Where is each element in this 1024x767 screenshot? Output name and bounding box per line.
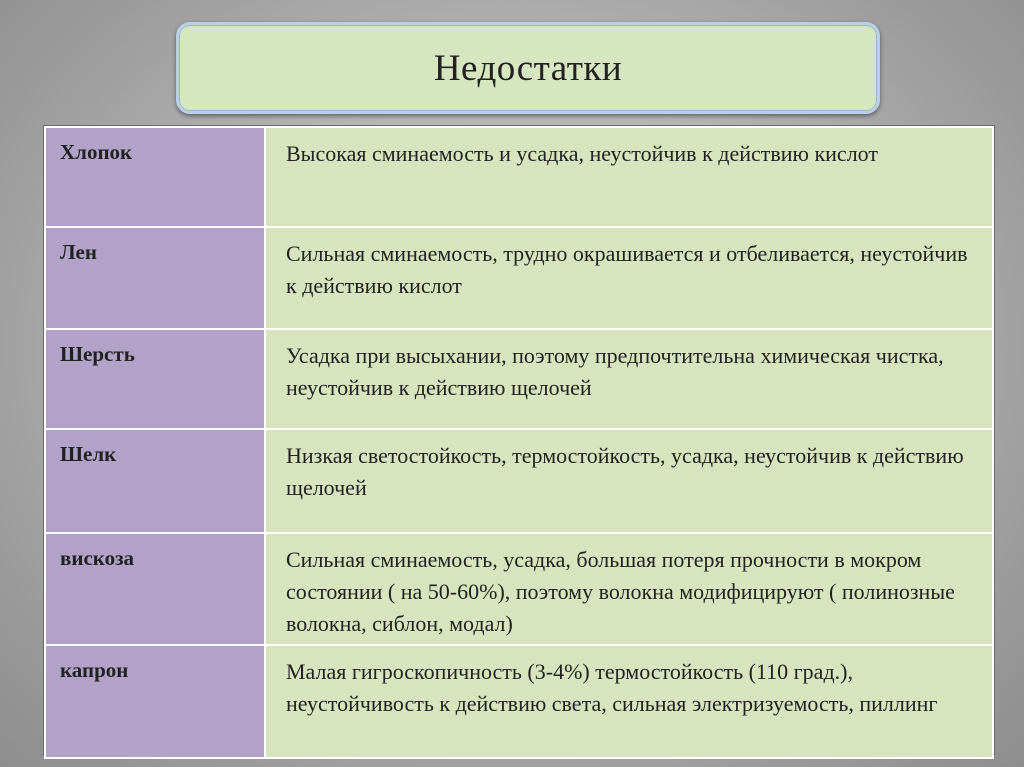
table-row [45,533,993,645]
slide-title: Недостатки [433,47,623,89]
material-cell: Шелк [45,429,265,533]
material-cell: капрон [45,645,265,758]
description-cell: Малая гигроскопичность (3-4%) термостойкость (110 град.), неустойчивость к действию света, сильная электризуемость, пиллинг [265,645,993,758]
table-row [45,329,993,429]
description-cell: Сильная сминаемость, усадка, большая потеря прочности в мокром состоянии ( на 50-60%), поэтому волокна модифицируют ( полинозные волокна, сиблон, модал) [265,533,993,645]
material-cell: Шерсть [45,329,265,429]
drawbacks-table-container [43,125,995,756]
description-cell: Усадка при высыхании, поэтому предпочтительна химическая чистка, неустойчив к действию щелочей [265,329,993,429]
table-row [45,127,993,227]
description-cell: Высокая сминаемость и усадка, неустойчив к действию кислот [265,127,993,227]
drawbacks-table [44,126,994,759]
material-cell: Хлопок [45,127,265,227]
title-box [176,22,880,114]
table-row [45,227,993,329]
description-cell: Сильная сминаемость, трудно окрашивается и отбеливается, неустойчив к действию кислот [265,227,993,329]
table-row [45,645,993,758]
material-cell: Лен [45,227,265,329]
table-row [45,429,993,533]
material-cell: вискоза [45,533,265,645]
description-cell: Низкая светостойкость, термостойкость, усадка, неустойчив к действию щелочей [265,429,993,533]
